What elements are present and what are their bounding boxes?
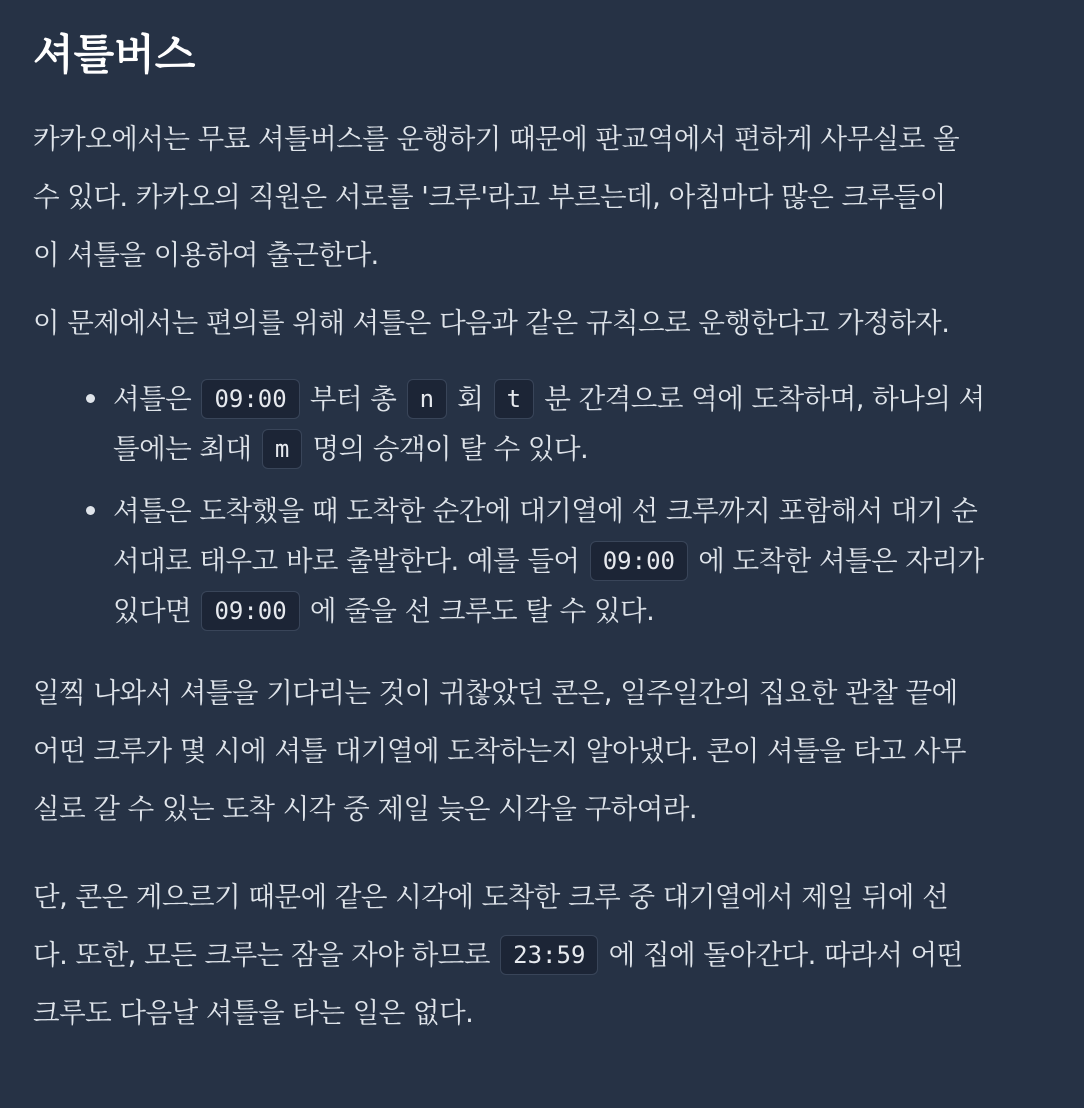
- rule-1-line-1: [113, 374, 1050, 424]
- note-text: 다. 또한, 모든 크루는 잠을 자야 하므로: [33, 939, 499, 971]
- intro-line-3: 이 셔틀을 이용하여 출근한다.: [33, 239, 379, 271]
- note-paragraph: [33, 868, 1050, 1042]
- note-line-2: [33, 926, 1050, 984]
- rule-text: 명의 승객이 탈 수 있다.: [304, 433, 589, 465]
- rule-intro-paragraph: 이 문제에서는 편의를 위해 셔틀은 다음과 같은 규칙으로 운행한다고 가정하자.: [33, 307, 950, 339]
- intro-line-2: 수 있다. 카카오의 직원은 서로를 '크루'라고 부르는데, 아침마다 많은 크루들이: [33, 181, 946, 213]
- rule-item-1: [113, 374, 1050, 474]
- task-line-1: 일찍 나와서 셔틀을 기다리는 것이 귀찮았던 콘은, 일주일간의 집요한 관찰 끝에: [33, 677, 958, 709]
- rule-2-line-3: [113, 586, 1050, 636]
- rule-text: 에 도착한 셔틀은 자리가: [689, 545, 984, 577]
- rule-item-2: [113, 486, 1050, 636]
- code-example-time-2: 09:00: [201, 591, 299, 631]
- intro-paragraph: [33, 110, 1050, 284]
- rule-text: 회: [449, 383, 492, 415]
- rule-text: 있다면: [113, 595, 200, 627]
- rule-text: 에 줄을 선 크루도 탈 수 있다.: [301, 595, 655, 627]
- rule-1-line-2: [113, 424, 1050, 474]
- rule-text: 부터 총: [301, 383, 405, 415]
- code-n: n: [407, 379, 447, 419]
- code-m: m: [262, 429, 302, 469]
- note-text: 에 집에 돌아간다. 따라서 어떤: [600, 939, 963, 971]
- task-line-2: 어떤 크루가 몇 시에 셔틀 대기열에 도착하는지 알아냈다. 콘이 셔틀을 타고 사무: [33, 735, 966, 767]
- code-example-time: 09:00: [590, 541, 688, 581]
- rule-text: 서대로 태우고 바로 출발한다. 예를 들어: [113, 545, 588, 577]
- task-paragraph: [33, 664, 1050, 838]
- rules-list: [33, 374, 1050, 636]
- rule-2-line-2: [113, 536, 1050, 586]
- bullet-icon: [86, 394, 95, 403]
- bullet-icon: [86, 506, 95, 515]
- note-line-3: 크루도 다음날 셔틀을 타는 일은 없다.: [33, 997, 474, 1029]
- code-start-time: 09:00: [201, 379, 299, 419]
- rule-text: 분 간격으로 역에 도착하며, 하나의 셔: [536, 383, 985, 415]
- rule-text: 틀에는 최대: [113, 433, 260, 465]
- task-line-3: 실로 갈 수 있는 도착 시각 중 제일 늦은 시각을 구하여라.: [33, 793, 698, 825]
- note-line-1: 단, 콘은 게으르기 때문에 같은 시각에 도착한 크루 중 대기열에서 제일 뒤에 선: [33, 881, 949, 913]
- page-title: 셔틀버스: [33, 30, 196, 79]
- code-t: t: [494, 379, 534, 419]
- rule-text: 셔틀은: [113, 383, 200, 415]
- intro-line-1: 카카오에서는 무료 셔틀버스를 운행하기 때문에 판교역에서 편하게 사무실로 올: [33, 123, 960, 155]
- code-home-time: 23:59: [500, 935, 598, 975]
- rule-2-line-1: 셔틀은 도착했을 때 도착한 순간에 대기열에 선 크루까지 포함해서 대기 순: [113, 495, 978, 527]
